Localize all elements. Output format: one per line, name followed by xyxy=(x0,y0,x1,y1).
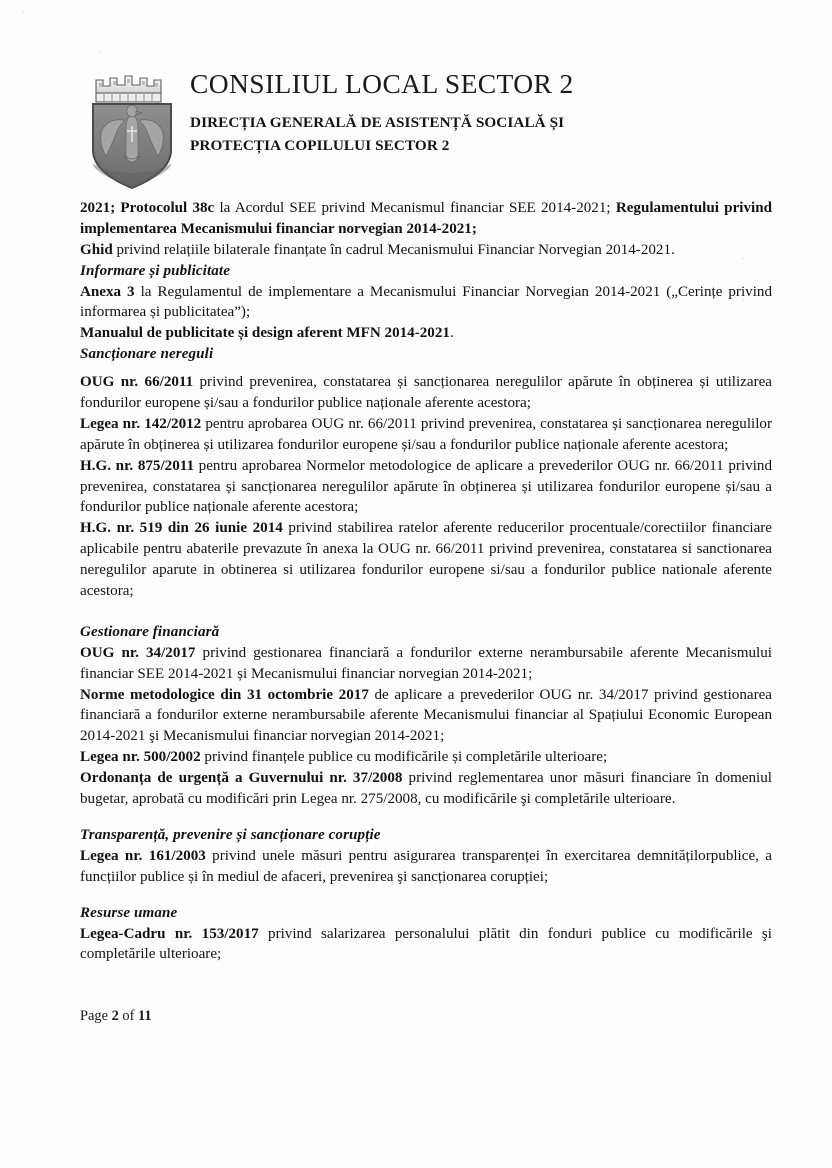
paragraph-text: privind prevenirea, constatarea și sancționarea neregulilor apărute în obținerea și utilizarea fondurilor europene și/sau a fondurilor publice naționale aferente acestora; xyxy=(80,374,772,412)
spacer xyxy=(80,602,772,622)
mural-crown xyxy=(96,76,161,102)
paragraph-legea-500-2002 xyxy=(80,747,772,768)
paragraph-lead: Ordonanța de urgență a Guvernului nr. 37/2008 xyxy=(80,770,403,787)
paragraph-legea-cadru-153-2017 xyxy=(80,924,772,966)
paragraph-text: privind salarizarea personalului plătit din fonduri publice cu modificările şi completările ulterioare; xyxy=(80,925,773,963)
paragraph-manual-publicitate xyxy=(80,323,772,344)
paragraph-lead-2: Regulamentului privind implementarea Mecanismului financiar norvegian 2014-2021; xyxy=(80,200,772,237)
scan-artifact: ▫▪ xyxy=(742,257,744,262)
paragraph-lead: H.G. nr. 519 din 26 iunie 2014 xyxy=(80,520,283,537)
paragraph-text: pentru aprobarea OUG nr. 66/2011 privind prevenirea, constatarea și sancționarea neregulilor apărute în obținerea și utilizarea fondurilor europene și/sau a fondurilor publice naționale aferente acestora; xyxy=(80,415,772,453)
paragraph-text: . xyxy=(449,325,454,342)
scan-artifact: ▫▪▫ xyxy=(98,51,101,56)
paragraph-legea-161-2003 xyxy=(80,846,772,888)
document-header xyxy=(84,62,784,190)
paragraph-lead: Legea nr. 500/2002 xyxy=(80,749,201,766)
paragraph-oug-34-2017 xyxy=(80,643,772,685)
paragraph-lead: Legea-Cadru nr. 153/2017 xyxy=(80,925,259,942)
section-heading-gestionare: Gestionare financiară xyxy=(80,623,220,640)
paragraph-lead: Anexa 3 xyxy=(80,283,135,300)
scan-artifact: ▪▫▫ xyxy=(22,11,25,16)
paragraph-lead: Legea nr. 142/2012 xyxy=(80,415,202,432)
paragraph-legea-142-2012 xyxy=(80,414,772,456)
coat-of-arms-icon xyxy=(84,62,180,190)
footer-current-page: 2 xyxy=(111,1008,119,1024)
paragraph-lead: Legea nr. 161/2003 xyxy=(80,847,206,864)
paragraph-text: privind stabilirea ratelor aferente reducerilor procentuale/corectiilor financiare aplicabile pentru abaterile prevazute în anexa la OUG nr. 66/2011 privind prevenirea, constatarea si sanctionarea neregulilor aparute in obtinerea si utilizarea fondurilor europene si/sau a fondurilor publice nationale aferente acestora; xyxy=(80,520,772,600)
paragraph-text: privind gestionarea financiară a fondurilor externe nerambursabile aferente Mecanismului financiar SEE 2014-2021 și Mecanismului financiar norvegian 2014-2021; xyxy=(80,644,772,682)
paragraph-anexa-3 xyxy=(80,282,772,324)
paragraph-text: la Acordul SEE privind Mecanismul financiar SEE 2014-2021; xyxy=(214,200,616,216)
paragraph-oug-66-2011 xyxy=(80,372,772,414)
paragraph-hg-875-2011 xyxy=(80,456,772,519)
footer-total-pages: 11 xyxy=(137,1008,152,1024)
scan-artifact: ▫▪ xyxy=(742,299,744,304)
paragraph-lead: OUG nr. 66/2011 xyxy=(80,374,194,391)
spacer xyxy=(80,365,772,372)
section-heading-transparenta: Transparență, prevenire și sancționare corupție xyxy=(80,826,381,843)
paragraph-lead: OUG nr. 34/2017 xyxy=(80,644,196,661)
paragraph-ghid xyxy=(80,240,772,261)
organization-subtitle xyxy=(190,112,574,157)
header-text-block xyxy=(180,62,574,157)
paragraph-oug-37-2008 xyxy=(80,768,772,810)
paragraph-text: la Regulamentul de implementare a Mecanismului Financiar Norvegian 2014-2021 („Cerințe privind informarea și publicitatea”); xyxy=(80,283,772,321)
footer-middle: of xyxy=(118,1008,138,1024)
spacer xyxy=(80,888,772,903)
paragraph-hg-519-2014 xyxy=(80,518,772,602)
organization-subtitle-line-1: DIRECȚIA GENERALĂ DE ASISTENȚĂ SOCIALĂ ȘI xyxy=(190,114,565,131)
heraldic-shield xyxy=(93,104,171,188)
organization-title: CONSILIUL LOCAL SECTOR 2 xyxy=(190,68,574,99)
organization-subtitle-line-2: PROTECȚIA COPILULUI SECTOR 2 xyxy=(190,136,450,154)
section-heading-informare: Informare și publicitate xyxy=(80,262,230,279)
paragraph-lead: H.G. nr. 875/2011 xyxy=(80,457,195,474)
section-heading-sanctionare: Sancționare nereguli xyxy=(80,346,214,363)
page-footer xyxy=(80,1008,152,1025)
paragraph-lead: Norme metodologice din 31 octombrie 2017 xyxy=(80,686,369,703)
paragraph-text: privind relațiile bilaterale finanțate în cadrul Mecanismului Financiar Norvegian 2014-2021. xyxy=(112,241,675,258)
paragraph-lead: 2021; Protocolul 38c xyxy=(80,200,215,216)
paragraph-norme-metodologice-2017 xyxy=(80,685,772,748)
paragraph-text: pentru aprobarea Normelor metodologice de aplicare a prevederilor OUG nr. 66/2011 privind prevenirea, constatarea și sancționarea neregulilor apărute în obținerea și utilizarea fondurilor europene și/sau a fondurilor publice naționale aferente acestora; xyxy=(80,457,772,516)
paragraph-continuation-protocol xyxy=(80,198,772,240)
footer-prefix: Page xyxy=(80,1008,112,1024)
spacer xyxy=(80,810,772,825)
paragraph-text: privind reglementarea unor măsuri financiare în domeniul bugetar, aprobată cu modificări prin Legea nr. 275/2008, cu modificările şi completările ulterioare. xyxy=(80,770,772,808)
paragraph-text: de aplicare a prevederilor OUG nr. 34/2017 privind gestionarea financiară a fondurilor externe nerambursabile aferente Mecanismului financiar al Spațiului Economic European 2014-2021 şi Mecanismului financiar norvegian 2014-2021; xyxy=(80,686,772,745)
section-heading-resurse: Resurse umane xyxy=(80,904,178,921)
paragraph-lead: Ghid xyxy=(80,241,113,258)
paragraph-text: privind finanțele publice cu modificările și completările ulterioare; xyxy=(200,749,608,766)
document-body xyxy=(80,198,772,965)
paragraph-text: privind unele măsuri pentru asigurarea transparenței în exercitarea demnitățilorpublice, a funcțiilor publice și în mediul de afaceri, prevenirea şi sancționarea corupției; xyxy=(80,847,772,885)
paragraph-lead: Manualul de publicitate și design aferent MFN 2014-2021 xyxy=(80,325,450,342)
